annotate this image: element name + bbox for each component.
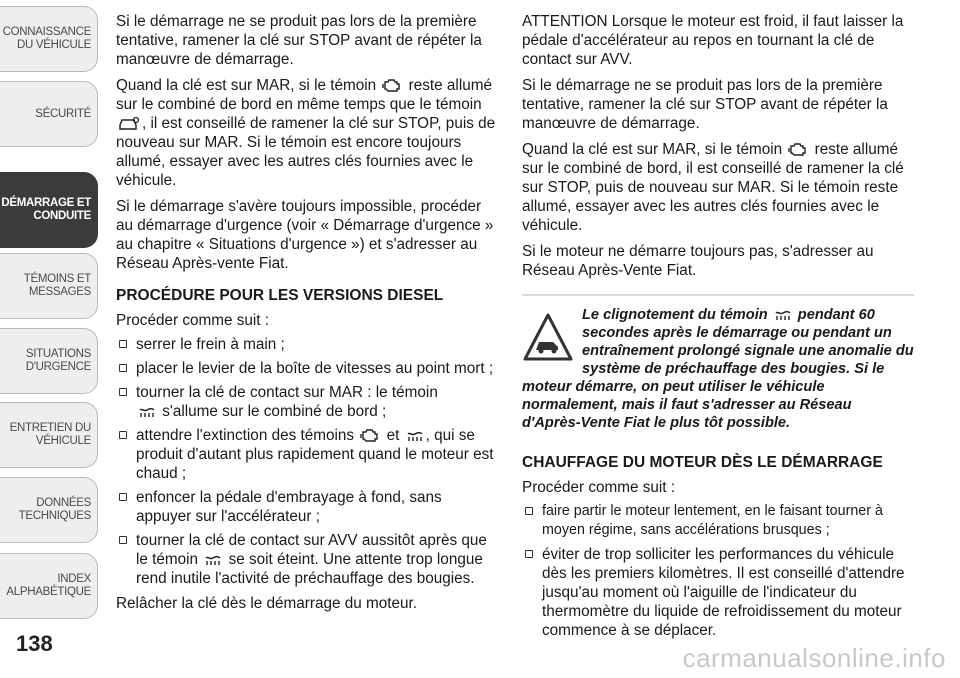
immobilizer-car-key-icon — [118, 116, 140, 131]
engine-failure-icon — [382, 76, 402, 93]
engine-failure-icon — [788, 140, 808, 157]
glow-plug-icon — [204, 555, 222, 567]
glow-plug-icon — [774, 310, 792, 322]
list-item: serrer le frein à main ; — [116, 335, 496, 354]
list-item: enfoncer la pédale d'embrayage à fond, sans appuyer sur l'accélérateur ; — [116, 488, 496, 526]
warning-triangle-car-icon — [522, 312, 574, 364]
section-heading: CHAUFFAGE DU MOTEUR DÈS LE DÉMARRAGE — [522, 454, 883, 471]
steps-list — [116, 335, 496, 588]
list-item: tourner la clé de contact sur AVV aussitôt après que le témoin se soit éteint. Une attente trop longue rend inutile l'activité de préchauffage des bougies. — [116, 531, 496, 588]
warning-note: Le clignotement du témoin pendant 60 secondes après le démarrage ou pendant un entraînement prolongé signale une anomalie du système de préchauffage des bougies. Si le moteur démarre, on peut utiliser le véhicule normalement, mais il faut s'adresser au Réseau d'Après-Vente Fiat le plus tôt possible. — [522, 294, 914, 432]
paragraph: Quand la clé est sur MAR, si le témoin reste allumé sur le combiné de bord en même temps que le témoin , il est conseillé de ramener la clé sur STOP, puis de nouveau sur MAR. Si le témoin est encore toujours allumé, essayer avec les autres clés fournies avec le véhicule. — [116, 77, 496, 189]
list-item: faire partir le moteur lentement, en le faisant tourner à moyen régime, sans accélérations brusques ; — [522, 502, 914, 540]
tab-temoins-et-messages[interactable]: TÉMOINS ET MESSAGES — [0, 253, 98, 319]
paragraph: Relâcher la clé dès le démarrage du moteur. — [116, 595, 418, 612]
paragraph: Procéder comme suit : — [116, 312, 270, 329]
steps-list — [522, 502, 914, 640]
left-column — [116, 12, 496, 620]
list-item: éviter de trop solliciter les performances du véhicule dès les premiers kilomètres. Il est conseillé d'attendre jusqu'au moment où l'aiguille de l'indicateur du thermomètre du liquide de refroidissement du moteur commence à se déplacer. — [522, 545, 914, 640]
tab-connaissance-du-vehicule[interactable]: CONNAISSANCE DU VÉHICULE — [0, 6, 98, 72]
section-heading: PROCÉDURE POUR LES VERSIONS DIESEL — [116, 287, 444, 304]
engine-failure-icon — [360, 426, 380, 443]
paragraph: Procéder comme suit : — [522, 479, 676, 496]
paragraph: Quand la clé est sur MAR, si le témoin reste allumé sur le combiné de bord, il est conseillé de ramener la clé sur STOP, puis de nouveau sur MAR. Si le témoin reste allumé, essayer avec les autres clés fournies avec le véhicule. — [522, 141, 904, 234]
glow-plug-icon — [406, 431, 424, 443]
paragraph: Si le démarrage s'avère toujours impossible, procéder au démarrage d'urgence (voir « Démarrage d'urgence » au chapitre « Situations d'urgence ») et s'adresser au Réseau Après-vente Fiat. — [116, 198, 494, 272]
tab-situations-d-urgence[interactable]: SITUATIONS D'URGENCE — [0, 328, 98, 394]
tab-entretien-du-vehicule[interactable]: ENTRETIEN DU VÉHICULE — [0, 402, 98, 468]
tab-securite[interactable]: SÉCURITÉ — [0, 81, 98, 147]
paragraph: Si le démarrage ne se produit pas lors de la première tentative, ramener la clé sur STOP avant de répéter la manœuvre de démarrage. — [522, 77, 888, 132]
paragraph: Si le démarrage ne se produit pas lors de la première tentative, ramener la clé sur STOP avant de répéter la manœuvre de démarrage. — [116, 13, 482, 68]
list-item: tourner la clé de contact sur MAR : le témoin s'allume sur le combiné de bord ; — [116, 383, 496, 421]
tab-donnees-techniques[interactable]: DONNÉES TECHNIQUES — [0, 477, 98, 543]
chapter-sidebar — [0, 0, 100, 640]
page-number: 138 — [16, 631, 53, 656]
list-item: placer le levier de la boîte de vitesses au point mort ; — [116, 359, 496, 378]
list-item: attendre l'extinction des témoins et , qui se produit d'autant plus rapidement quand le moteur est chaud ; — [116, 426, 496, 483]
tab-index-alphabetique[interactable]: INDEX ALPHABÉTIQUE — [0, 553, 98, 619]
paragraph: ATTENTION Lorsque le moteur est froid, il faut laisser la pédale d'accélérateur au repos en tournant la clé de contact sur AVV. — [522, 13, 904, 68]
watermark: carmanualsonline.info — [682, 643, 946, 673]
tab-demarrage-et-conduite[interactable]: DÉMARRAGE ET CONDUITE — [0, 172, 98, 248]
glow-plug-icon — [138, 407, 156, 419]
paragraph: Si le moteur ne démarre toujours pas, s'adresser au Réseau Après-Vente Fiat. — [522, 243, 874, 279]
right-column — [522, 12, 914, 646]
